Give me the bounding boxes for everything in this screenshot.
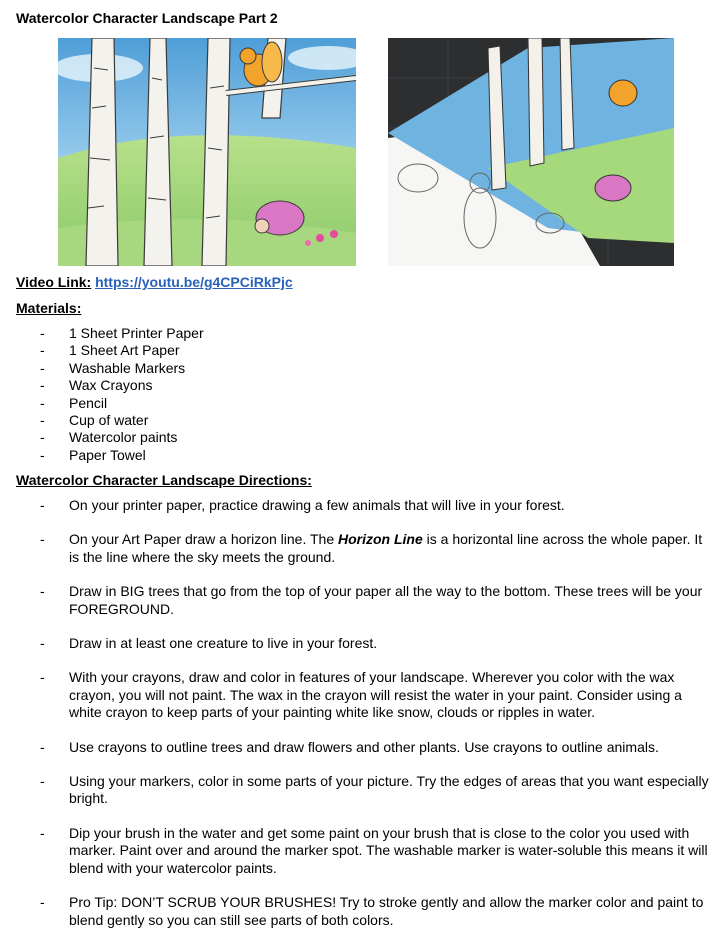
horizon-line-term: Horizon Line — [338, 531, 423, 548]
list-item: - Draw in at least one creature to live in your forest. — [0, 635, 714, 652]
list-item: - Wax Crayons — [0, 377, 204, 394]
direction-text: On your Art Paper draw a horizon line. The — [69, 531, 338, 548]
list-item: - Paper Towel — [0, 447, 204, 464]
list-item: - With your crayons, draw and color in features of your landscape. Wherever you color with the wax crayon, you will not paint. The wax in the crayon will resist the water in your paint. Consider using a white crayon to keep parts of your painting white like snow, clouds or ripples in water. — [0, 669, 714, 721]
list-item: - Draw in BIG trees that go from the top of your paper all the way to the bottom. These trees will be your FOREGROUND. — [0, 583, 714, 618]
list-item — [0, 531, 714, 566]
list-item: - Using your markers, color in some parts of your picture. Try the edges of areas that you want especially bright. — [0, 773, 714, 808]
process-photo-image — [388, 38, 674, 266]
example-painting-image — [58, 38, 356, 266]
page-title: Watercolor Character Landscape Part 2 — [16, 10, 278, 26]
directions-list — [0, 497, 714, 946]
list-item: - 1 Sheet Printer Paper — [0, 325, 204, 342]
list-item: - On your printer paper, practice drawing a few animals that will live in your forest. — [0, 497, 714, 514]
list-item: - Pro Tip: DON’T SCRUB YOUR BRUSHES! Try to stroke gently and allow the marker color and paint to blend gently so you can still see parts of both colors. — [0, 894, 714, 929]
list-item: - 1 Sheet Art Paper — [0, 342, 204, 359]
video-link-row — [16, 274, 293, 290]
materials-heading: Materials: — [16, 300, 82, 316]
video-link-label: Video Link: — [16, 274, 92, 290]
list-item: - Use crayons to outline trees and draw flowers and other plants. Use crayons to outline animals. — [0, 739, 714, 756]
materials-list — [0, 325, 204, 464]
video-link[interactable]: https://youtu.be/g4CPCiRkPjc — [95, 274, 293, 290]
directions-heading: Watercolor Character Landscape Directions: — [16, 472, 312, 488]
list-item: - Washable Markers — [0, 360, 204, 377]
list-item: - Pencil — [0, 395, 204, 412]
list-item: - Watercolor paints — [0, 429, 204, 446]
list-item: - Dip your brush in the water and get some paint on your brush that is close to the color you used with marker. Paint over and around the marker spot. The washable marker is water-soluble this means it will blend with your watercolor paints. — [0, 825, 714, 877]
list-item: - Cup of water — [0, 412, 204, 429]
direction-text: is a horizontal line across the whole paper. It is the line where the sky meets the ground. — [69, 531, 703, 565]
